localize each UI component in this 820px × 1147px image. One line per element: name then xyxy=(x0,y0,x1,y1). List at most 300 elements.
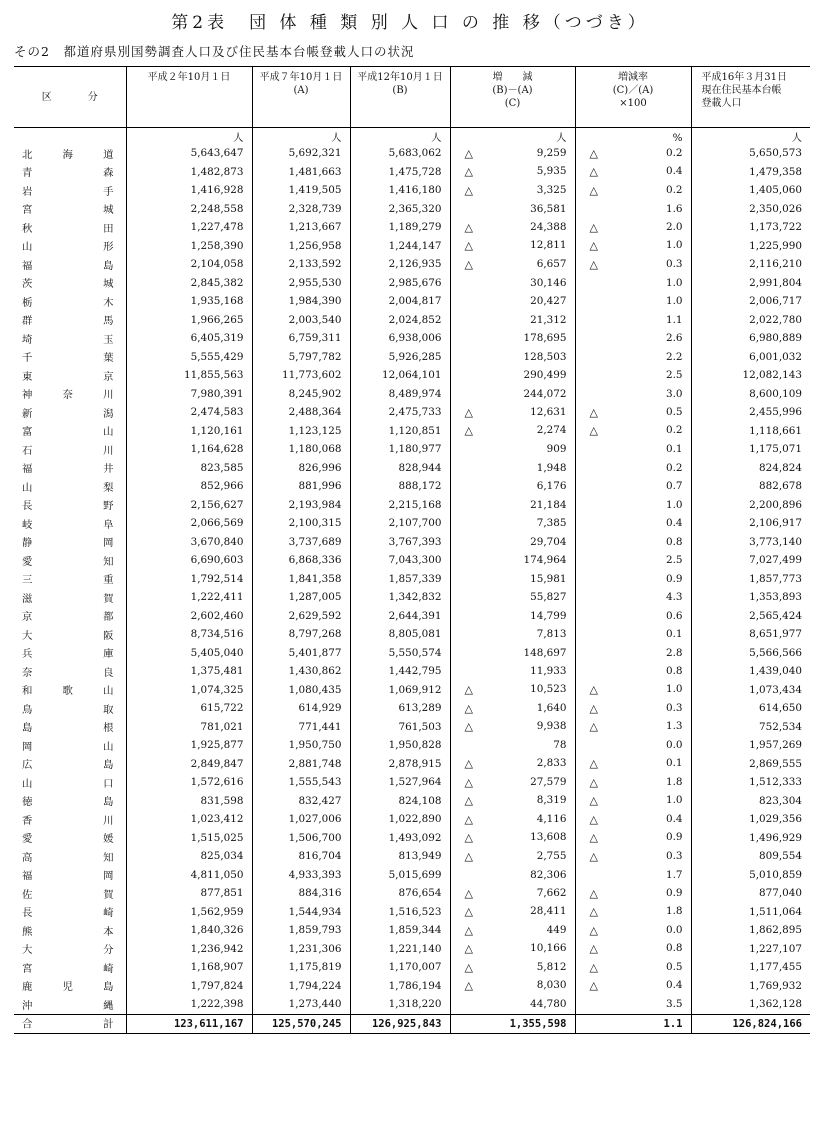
unit-cell: 人 xyxy=(252,128,350,145)
header-row xyxy=(14,67,810,128)
pop-h2: 7,980,391 xyxy=(126,385,252,404)
diff-cell-value: 8,319 xyxy=(536,794,567,807)
rate-cell xyxy=(575,533,691,552)
prefecture-name: 和歌山 xyxy=(22,685,114,698)
rate-cell xyxy=(575,588,691,607)
pop-h16: 2,350,026 xyxy=(691,200,810,219)
decrease-mark-icon: △ xyxy=(589,146,598,160)
pop-h12: 824,108 xyxy=(350,792,450,811)
decrease-mark-icon: △ xyxy=(464,701,473,715)
pop-h16: 3,773,140 xyxy=(691,533,810,552)
prefecture-name: 岡山 xyxy=(22,740,114,753)
rate-cell-value: 1.0 xyxy=(665,276,683,289)
pop-h12: 1,120,851 xyxy=(350,422,450,441)
rate-cell xyxy=(575,348,691,367)
pop-h12: 2,004,817 xyxy=(350,292,450,311)
pop-h2: 1,222,398 xyxy=(126,995,252,1014)
diff-cell-value: 6,657 xyxy=(536,257,567,270)
prefecture-name: 佐賀 xyxy=(22,888,114,901)
table-row xyxy=(14,792,810,811)
pop-h16: 1,862,895 xyxy=(691,921,810,940)
diff-cell xyxy=(450,440,575,459)
diff-cell-value: 36,581 xyxy=(530,202,567,215)
decrease-mark-icon: △ xyxy=(464,886,473,900)
rate-cell-value: 0.3 xyxy=(665,849,683,862)
prefecture-name: 鹿児島 xyxy=(22,981,114,994)
table-row xyxy=(14,459,810,478)
diff-cell xyxy=(450,681,575,700)
diff-cell xyxy=(450,533,575,552)
rate-cell xyxy=(575,681,691,700)
rate-cell-value: 2.5 xyxy=(665,554,683,567)
pop-h7: 2,488,364 xyxy=(252,403,350,422)
decrease-mark-icon: △ xyxy=(464,794,473,808)
header-h12: 平成12年10月１日 (B) xyxy=(350,67,450,128)
pop-h16: 12,082,143 xyxy=(691,366,810,385)
decrease-mark-icon: △ xyxy=(589,757,598,771)
table-row xyxy=(14,829,810,848)
pop-h16: 2,869,555 xyxy=(691,755,810,774)
table-row xyxy=(14,940,810,959)
rate-cell xyxy=(575,385,691,404)
diff-cell xyxy=(450,181,575,200)
pop-h16: 1,496,929 xyxy=(691,829,810,848)
table-row xyxy=(14,496,810,515)
pop-h2: 1,222,411 xyxy=(126,588,252,607)
pop-h7: 8,797,268 xyxy=(252,625,350,644)
pop-h2: 2,849,847 xyxy=(126,755,252,774)
diff-cell-value: 2,274 xyxy=(536,424,567,437)
diff-cell-value: 7,385 xyxy=(536,517,567,530)
pop-h12: 876,654 xyxy=(350,884,450,903)
pop-h7: 8,245,902 xyxy=(252,385,350,404)
decrease-mark-icon: △ xyxy=(589,923,598,937)
pop-h7: 1,180,068 xyxy=(252,440,350,459)
pop-h2: 1,236,942 xyxy=(126,940,252,959)
prefecture-name: 高知 xyxy=(22,851,114,864)
diff-cell-value: 4,116 xyxy=(536,812,567,825)
diff-cell xyxy=(450,274,575,293)
pop-h16: 1,029,356 xyxy=(691,810,810,829)
diff-cell xyxy=(450,977,575,996)
diff-cell-value: 5,812 xyxy=(536,960,567,973)
pop-h7: 1,213,667 xyxy=(252,218,350,237)
header-h16: 平成16年３月31日 現在住民基本台帳 登載人口 xyxy=(691,67,810,128)
pop-h2: 1,416,928 xyxy=(126,181,252,200)
prefecture-name: 埼玉 xyxy=(22,333,114,346)
pop-h2: 5,555,429 xyxy=(126,348,252,367)
table-row xyxy=(14,625,810,644)
table-row xyxy=(14,681,810,700)
pop-h2: 852,966 xyxy=(126,477,252,496)
pop-h12: 1,857,339 xyxy=(350,570,450,589)
table-row xyxy=(14,422,810,441)
rate-cell xyxy=(575,274,691,293)
rate-cell-value: 1.6 xyxy=(665,202,683,215)
pop-h12: 1,859,344 xyxy=(350,921,450,940)
diff-cell-value: 1,948 xyxy=(536,461,567,474)
prefecture-name: 山口 xyxy=(22,777,114,790)
diff-cell-value: 909 xyxy=(546,443,567,456)
rate-cell-value: 1.0 xyxy=(665,683,683,696)
pop-h16: 1,073,434 xyxy=(691,681,810,700)
pop-h16: 1,118,661 xyxy=(691,422,810,441)
diff-cell-value: 21,184 xyxy=(530,498,567,511)
table-row xyxy=(14,866,810,885)
table-row xyxy=(14,810,810,829)
diff-cell-value: 21,312 xyxy=(530,313,567,326)
pop-h16: 882,678 xyxy=(691,477,810,496)
total-row xyxy=(14,1014,810,1034)
table-row xyxy=(14,903,810,922)
decrease-mark-icon: △ xyxy=(589,831,598,845)
pop-h12: 613,289 xyxy=(350,699,450,718)
pop-h7: 5,401,877 xyxy=(252,644,350,663)
rate-cell xyxy=(575,144,691,163)
diff-cell xyxy=(450,329,575,348)
diff-cell xyxy=(450,422,575,441)
prefecture-name: 島根 xyxy=(22,722,114,735)
rate-cell xyxy=(575,903,691,922)
rate-cell xyxy=(575,829,691,848)
decrease-mark-icon: △ xyxy=(464,979,473,993)
rate-cell-value: 0.2 xyxy=(665,146,683,159)
prefecture-name: 愛媛 xyxy=(22,833,114,846)
pop-h2: 2,845,382 xyxy=(126,274,252,293)
pop-h7: 1,123,125 xyxy=(252,422,350,441)
pop-h7: 2,881,748 xyxy=(252,755,350,774)
pop-h2: 823,585 xyxy=(126,459,252,478)
diff-cell-value: 1,640 xyxy=(536,701,567,714)
rate-cell xyxy=(575,292,691,311)
rate-cell-value: 1.0 xyxy=(665,295,683,308)
pop-h12: 1,516,523 xyxy=(350,903,450,922)
table-row xyxy=(14,403,810,422)
rate-cell-value: 0.0 xyxy=(665,739,683,752)
rate-cell-value: 0.7 xyxy=(665,480,683,493)
header-h2: 平成２年10月１日 xyxy=(126,67,252,128)
table-row xyxy=(14,440,810,459)
rate-cell-value: 0.8 xyxy=(665,535,683,548)
pop-h2: 6,690,603 xyxy=(126,551,252,570)
prefecture-name: 鳥取 xyxy=(22,703,114,716)
rate-cell xyxy=(575,477,691,496)
prefecture-name: 群馬 xyxy=(22,315,114,328)
table-row xyxy=(14,847,810,866)
diff-cell xyxy=(450,995,575,1014)
rate-cell-value: 0.2 xyxy=(665,424,683,437)
pop-h16: 1,175,071 xyxy=(691,440,810,459)
prefecture-name: 東京 xyxy=(22,370,114,383)
rate-cell xyxy=(575,218,691,237)
pop-h7: 3,737,689 xyxy=(252,533,350,552)
pop-h7: 5,797,782 xyxy=(252,348,350,367)
pop-h12: 7,043,300 xyxy=(350,551,450,570)
pop-h7: 1,231,306 xyxy=(252,940,350,959)
diff-cell xyxy=(450,773,575,792)
table-row xyxy=(14,995,810,1014)
diff-cell-value: 2,833 xyxy=(536,757,567,770)
rate-cell xyxy=(575,773,691,792)
total-diff: 1,355,598 xyxy=(450,1014,575,1034)
decrease-mark-icon: △ xyxy=(464,960,473,974)
pop-h16: 614,650 xyxy=(691,699,810,718)
pop-h7: 1,256,958 xyxy=(252,237,350,256)
pop-h2: 1,164,628 xyxy=(126,440,252,459)
decrease-mark-icon: △ xyxy=(589,683,598,697)
pop-h12: 2,985,676 xyxy=(350,274,450,293)
pop-h12: 1,221,140 xyxy=(350,940,450,959)
rate-cell-value: 1.0 xyxy=(665,239,683,252)
rate-cell-value: 2.6 xyxy=(665,332,683,345)
prefecture-name: 栃木 xyxy=(22,296,114,309)
rate-cell-value: 0.4 xyxy=(665,812,683,825)
pop-h7: 1,175,819 xyxy=(252,958,350,977)
decrease-mark-icon: △ xyxy=(589,812,598,826)
table-row xyxy=(14,607,810,626)
decrease-mark-icon: △ xyxy=(464,239,473,253)
diff-cell-value: 28,411 xyxy=(530,905,567,918)
diff-cell-value: 9,938 xyxy=(536,720,567,733)
pop-h12: 5,683,062 xyxy=(350,144,450,163)
pop-h12: 1,493,092 xyxy=(350,829,450,848)
pop-h16: 2,006,717 xyxy=(691,292,810,311)
diff-cell-value: 30,146 xyxy=(530,276,567,289)
pop-h12: 2,878,915 xyxy=(350,755,450,774)
header-kubun-1: 区 xyxy=(41,91,52,103)
diff-cell xyxy=(450,514,575,533)
diff-cell xyxy=(450,736,575,755)
header-rate: 増減率 (C)／(A) ×100 xyxy=(575,67,691,128)
rate-cell xyxy=(575,736,691,755)
diff-cell xyxy=(450,163,575,182)
pop-h12: 2,365,320 xyxy=(350,200,450,219)
pop-h7: 816,704 xyxy=(252,847,350,866)
rate-cell xyxy=(575,514,691,533)
pop-h12: 12,064,101 xyxy=(350,366,450,385)
pop-h7: 6,868,336 xyxy=(252,551,350,570)
pop-h7: 1,080,435 xyxy=(252,681,350,700)
diff-cell xyxy=(450,884,575,903)
table-row xyxy=(14,718,810,737)
table-row xyxy=(14,514,810,533)
prefecture-name: 香川 xyxy=(22,814,114,827)
pop-h2: 2,066,569 xyxy=(126,514,252,533)
diff-cell-value: 8,030 xyxy=(536,979,567,992)
total-h12: 126,925,843 xyxy=(350,1014,450,1034)
pop-h2: 1,966,265 xyxy=(126,311,252,330)
pop-h12: 1,170,007 xyxy=(350,958,450,977)
pop-h12: 3,767,393 xyxy=(350,533,450,552)
diff-cell-value: 27,579 xyxy=(530,775,567,788)
diff-cell xyxy=(450,292,575,311)
prefecture-name: 広島 xyxy=(22,759,114,772)
decrease-mark-icon: △ xyxy=(464,146,473,160)
diff-cell xyxy=(450,551,575,570)
diff-cell xyxy=(450,218,575,237)
diff-cell-value: 82,306 xyxy=(530,868,567,881)
unit-cell: % xyxy=(575,128,691,145)
rate-cell xyxy=(575,810,691,829)
prefecture-name: 千葉 xyxy=(22,352,114,365)
prefecture-name: 長崎 xyxy=(22,907,114,920)
pop-h12: 1,022,890 xyxy=(350,810,450,829)
diff-cell-value: 244,072 xyxy=(523,387,567,400)
pop-h2: 615,722 xyxy=(126,699,252,718)
prefecture-name: 茨城 xyxy=(22,278,114,291)
rate-cell-value: 0.9 xyxy=(665,886,683,899)
decrease-mark-icon: △ xyxy=(464,775,473,789)
pop-h12: 2,024,852 xyxy=(350,311,450,330)
rate-cell xyxy=(575,237,691,256)
pop-h7: 4,933,393 xyxy=(252,866,350,885)
pop-h7: 2,133,592 xyxy=(252,255,350,274)
decrease-mark-icon: △ xyxy=(464,683,473,697)
table-row xyxy=(14,588,810,607)
population-table xyxy=(14,66,810,1034)
pop-h12: 1,189,279 xyxy=(350,218,450,237)
rate-cell-value: 1.3 xyxy=(665,720,683,733)
decrease-mark-icon: △ xyxy=(589,720,598,734)
diff-cell-value: 44,780 xyxy=(530,998,567,1011)
header-kubun xyxy=(14,67,126,128)
pop-h2: 5,405,040 xyxy=(126,644,252,663)
rate-cell-value: 1.8 xyxy=(665,775,683,788)
pop-h2: 1,375,481 xyxy=(126,662,252,681)
pop-h16: 1,177,455 xyxy=(691,958,810,977)
pop-h12: 888,172 xyxy=(350,477,450,496)
pop-h12: 8,805,081 xyxy=(350,625,450,644)
pop-h2: 1,925,877 xyxy=(126,736,252,755)
prefecture-name: 三重 xyxy=(22,574,114,587)
diff-cell xyxy=(450,255,575,274)
pop-h2: 831,598 xyxy=(126,792,252,811)
total-h16: 126,824,166 xyxy=(691,1014,810,1034)
prefecture-name: 新潟 xyxy=(22,407,114,420)
decrease-mark-icon: △ xyxy=(464,165,473,179)
diff-cell-value: 6,176 xyxy=(536,480,567,493)
rate-cell-value: 0.1 xyxy=(665,628,683,641)
pop-h16: 5,650,573 xyxy=(691,144,810,163)
rate-cell-value: 1.1 xyxy=(665,313,683,326)
pop-h12: 1,180,977 xyxy=(350,440,450,459)
pop-h16: 2,116,210 xyxy=(691,255,810,274)
table-subtitle: その2 都道府県別国勢調査人口及び住民基本台帳登載人口の状況 xyxy=(14,44,415,59)
table-row xyxy=(14,884,810,903)
table-row xyxy=(14,329,810,348)
diff-cell-value: 10,523 xyxy=(530,683,567,696)
rate-cell-value: 0.4 xyxy=(665,165,683,178)
table-row xyxy=(14,144,810,163)
pop-h7: 2,100,315 xyxy=(252,514,350,533)
table-row xyxy=(14,551,810,570)
pop-h16: 809,554 xyxy=(691,847,810,866)
rate-cell-value: 0.4 xyxy=(665,979,683,992)
pop-h2: 1,797,824 xyxy=(126,977,252,996)
header-diff: 増 減 (B)－(A) (C) xyxy=(450,67,575,128)
pop-h7: 832,427 xyxy=(252,792,350,811)
decrease-mark-icon: △ xyxy=(464,831,473,845)
diff-cell xyxy=(450,144,575,163)
table-row xyxy=(14,385,810,404)
rate-cell xyxy=(575,403,691,422)
pop-h2: 5,643,647 xyxy=(126,144,252,163)
pop-h16: 5,010,859 xyxy=(691,866,810,885)
diff-cell xyxy=(450,829,575,848)
pop-h7: 6,759,311 xyxy=(252,329,350,348)
pop-h2: 1,792,514 xyxy=(126,570,252,589)
rate-cell-value: 0.6 xyxy=(665,609,683,622)
decrease-mark-icon: △ xyxy=(589,165,598,179)
decrease-mark-icon: △ xyxy=(464,849,473,863)
pop-h7: 2,328,739 xyxy=(252,200,350,219)
table-row xyxy=(14,218,810,237)
pop-h12: 1,069,912 xyxy=(350,681,450,700)
rate-cell-value: 0.9 xyxy=(665,572,683,585)
rate-cell xyxy=(575,459,691,478)
rate-cell xyxy=(575,422,691,441)
decrease-mark-icon: △ xyxy=(589,220,598,234)
rate-cell-value: 0.9 xyxy=(665,831,683,844)
rate-cell-value: 1.0 xyxy=(665,794,683,807)
page-title: 第2表 団 体 種 類 別 人 口 の 推 移（つづき） xyxy=(171,13,649,33)
diff-cell-value: 10,166 xyxy=(530,942,567,955)
rate-cell xyxy=(575,940,691,959)
rate-cell xyxy=(575,255,691,274)
rate-cell xyxy=(575,995,691,1014)
rate-cell xyxy=(575,792,691,811)
prefecture-name: 福井 xyxy=(22,463,114,476)
decrease-mark-icon: △ xyxy=(464,220,473,234)
rate-cell xyxy=(575,755,691,774)
prefecture-name: 宮崎 xyxy=(22,962,114,975)
prefecture-name: 青森 xyxy=(22,167,114,180)
rate-cell-value: 0.3 xyxy=(665,701,683,714)
pop-h7: 1,841,358 xyxy=(252,570,350,589)
decrease-mark-icon: △ xyxy=(464,757,473,771)
rate-cell-value: 1.0 xyxy=(665,498,683,511)
pop-h7: 826,996 xyxy=(252,459,350,478)
pop-h2: 1,168,907 xyxy=(126,958,252,977)
diff-cell xyxy=(450,403,575,422)
pop-h12: 6,938,006 xyxy=(350,329,450,348)
diff-cell-value: 55,827 xyxy=(530,591,567,604)
rate-cell-value: 0.2 xyxy=(665,461,683,474)
pop-h2: 2,104,058 xyxy=(126,255,252,274)
diff-cell xyxy=(450,477,575,496)
decrease-mark-icon: △ xyxy=(589,942,598,956)
prefecture-name: 奈良 xyxy=(22,666,114,679)
rate-cell-value: 0.5 xyxy=(665,960,683,973)
table-row xyxy=(14,977,810,996)
rate-cell xyxy=(575,181,691,200)
pop-h16: 8,651,977 xyxy=(691,625,810,644)
pop-h7: 11,773,602 xyxy=(252,366,350,385)
prefecture-name: 石川 xyxy=(22,444,114,457)
pop-h2: 4,811,050 xyxy=(126,866,252,885)
rate-cell-value: 2.0 xyxy=(665,220,683,233)
rate-cell xyxy=(575,718,691,737)
table-row xyxy=(14,736,810,755)
decrease-mark-icon: △ xyxy=(464,923,473,937)
pop-h12: 1,244,147 xyxy=(350,237,450,256)
rate-cell xyxy=(575,866,691,885)
pop-h16: 7,027,499 xyxy=(691,551,810,570)
pop-h7: 1,555,543 xyxy=(252,773,350,792)
rate-cell-value: 0.0 xyxy=(665,923,683,936)
prefecture-name: 徳島 xyxy=(22,796,114,809)
table-row xyxy=(14,699,810,718)
